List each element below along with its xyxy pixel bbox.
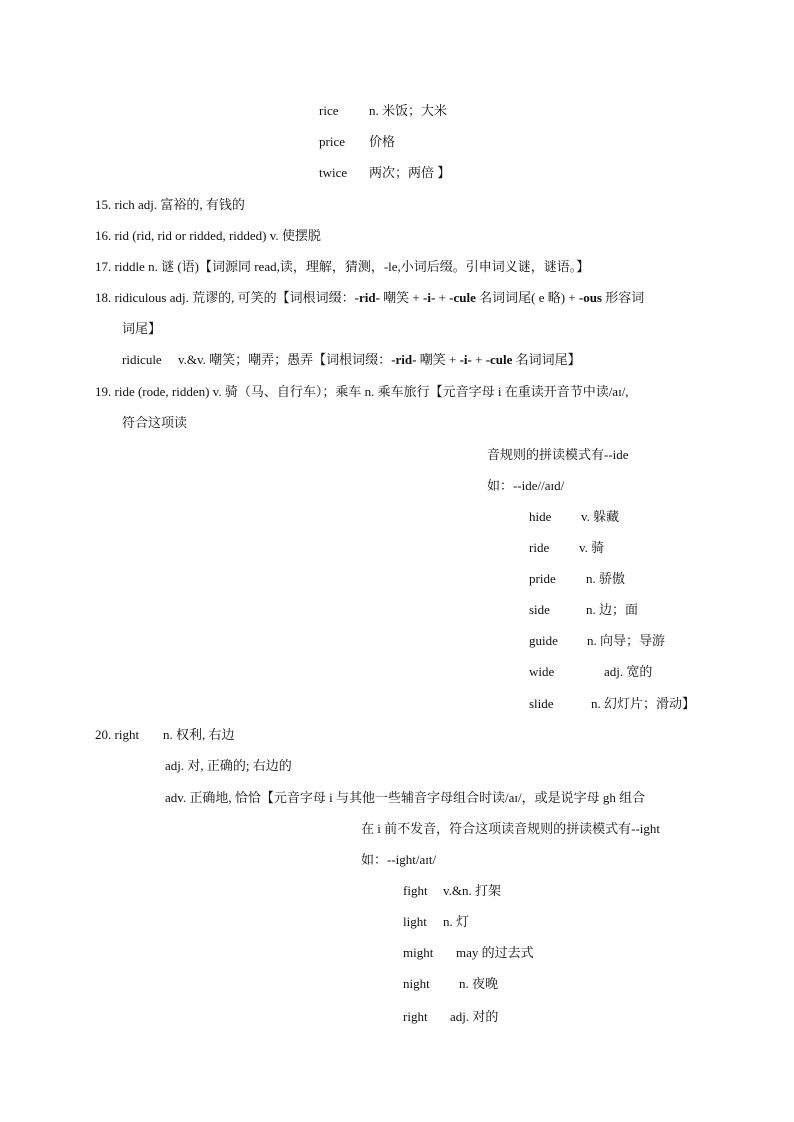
definition: n. 幻灯片；滑动】 [591,696,696,711]
definition: n. 灯 [443,914,470,929]
entry-20-right [95,727,235,743]
word: rice [319,103,339,118]
entry-text: 嘲笑 + [379,290,424,305]
rule-example: 如：--ight/aɪt/ [361,852,437,867]
word: night [403,976,430,991]
definition: 价格 [369,134,396,149]
entry-17-riddle: 17. riddle n. 谜 (语)【词源同 read,读，理解，猜测，-le,小词后缀。引申词义谜，谜语。】 [95,259,590,274]
entry-twice [319,165,450,181]
entry-price [319,134,395,150]
entry-text: 形容词 [602,290,645,305]
word: ride [529,540,550,555]
entry-text: + [435,290,450,305]
entry-ride [529,540,604,556]
entry-19-continuation: 符合这项读 [122,415,188,430]
word: guide [529,633,558,648]
entry-text: v.&v. 嘲笑；嘲弄；愚弄【词根词缀： [178,352,392,367]
suffix: -ous [578,290,602,305]
entry-wide [529,664,652,680]
word: ridicule [122,352,162,367]
definition: n. 向导；导游 [587,633,666,648]
definition: v. 躲藏 [581,509,620,524]
rule-text: 音规则的拼读模式有--ide [487,447,629,462]
definition: adj. 宽的 [604,664,653,679]
definition: 两次；两倍 】 [369,165,451,180]
entry-text: 18. ridiculous adj. 荒谬的, 可笑的【词根词缀： [95,290,355,305]
entry-text: + [471,352,486,367]
definition: n. 夜晚 [459,976,499,991]
word: might [403,945,434,960]
definition: n. 骄傲 [586,571,626,586]
definition: may 的过去式 [456,945,534,960]
definition: n. 边；面 [586,602,639,617]
entry-text: 名词词尾( e 略) + [475,290,579,305]
rule-text: 在 i 前不发音，符合这项读音规则的拼读模式有--ight [361,821,660,836]
entry-slide [529,696,695,712]
entry-rice [319,103,447,119]
word: pride [529,571,556,586]
definition: v.&n. 打架 [443,883,502,898]
entry-night [403,976,498,992]
word: right [403,1009,428,1024]
definition: adj. 对的 [450,1009,499,1024]
entry-pride [529,571,625,587]
entry-text: 嘲笑 + [416,352,460,367]
entry-right-adj [403,1009,498,1025]
word: 20. right [95,727,140,742]
entry-light [403,914,469,930]
entry-18-ridiculous [95,290,644,306]
definition: n. 权利, 右边 [163,727,235,742]
entry-15-rich: 15. rich adj. 富裕的, 有钱的 [95,197,245,212]
entry-might [403,945,534,961]
word: wide [529,664,555,679]
entry-20-adj: adj. 对, 正确的; 右边的 [165,758,292,773]
suffix: -cule [449,290,476,305]
entry-20-adv: adv. 正确地, 恰恰【元音字母 i 与其他一些辅音字母组合时读/aɪ/，或是说字母 gh 组合 [165,790,646,805]
entry-side [529,602,638,618]
word: price [319,134,345,149]
word: side [529,602,550,617]
word: slide [529,696,554,711]
word: hide [529,509,552,524]
entry-19-ride: 19. ride (rode, ridden) v. 骑（马、自行车）；乘车 n. 乘车旅行【元音字母 i 在重读开音节中读/aɪ/, [95,384,629,399]
connector: -i- [459,352,472,367]
definition: n. 米饭；大米 [369,103,448,118]
root: -rid- [354,290,380,305]
entry-16-rid: 16. rid (rid, rid or ridded, ridded) v. 使摆脱 [95,228,321,243]
entry-hide [529,509,619,525]
word: twice [319,165,348,180]
connector: -i- [423,290,436,305]
root: -rid- [391,352,417,367]
entry-fight [403,883,501,899]
entry-18-continuation: 词尾】 [122,321,162,336]
word: light [403,914,427,929]
entry-text: 名词词尾】 [512,352,581,367]
rule-example: 如：--ide//aɪd/ [487,478,565,493]
definition: v. 骑 [579,540,605,555]
suffix: -cule [485,352,513,367]
entry-guide [529,633,665,649]
entry-ridicule [122,352,581,368]
word: fight [403,883,428,898]
